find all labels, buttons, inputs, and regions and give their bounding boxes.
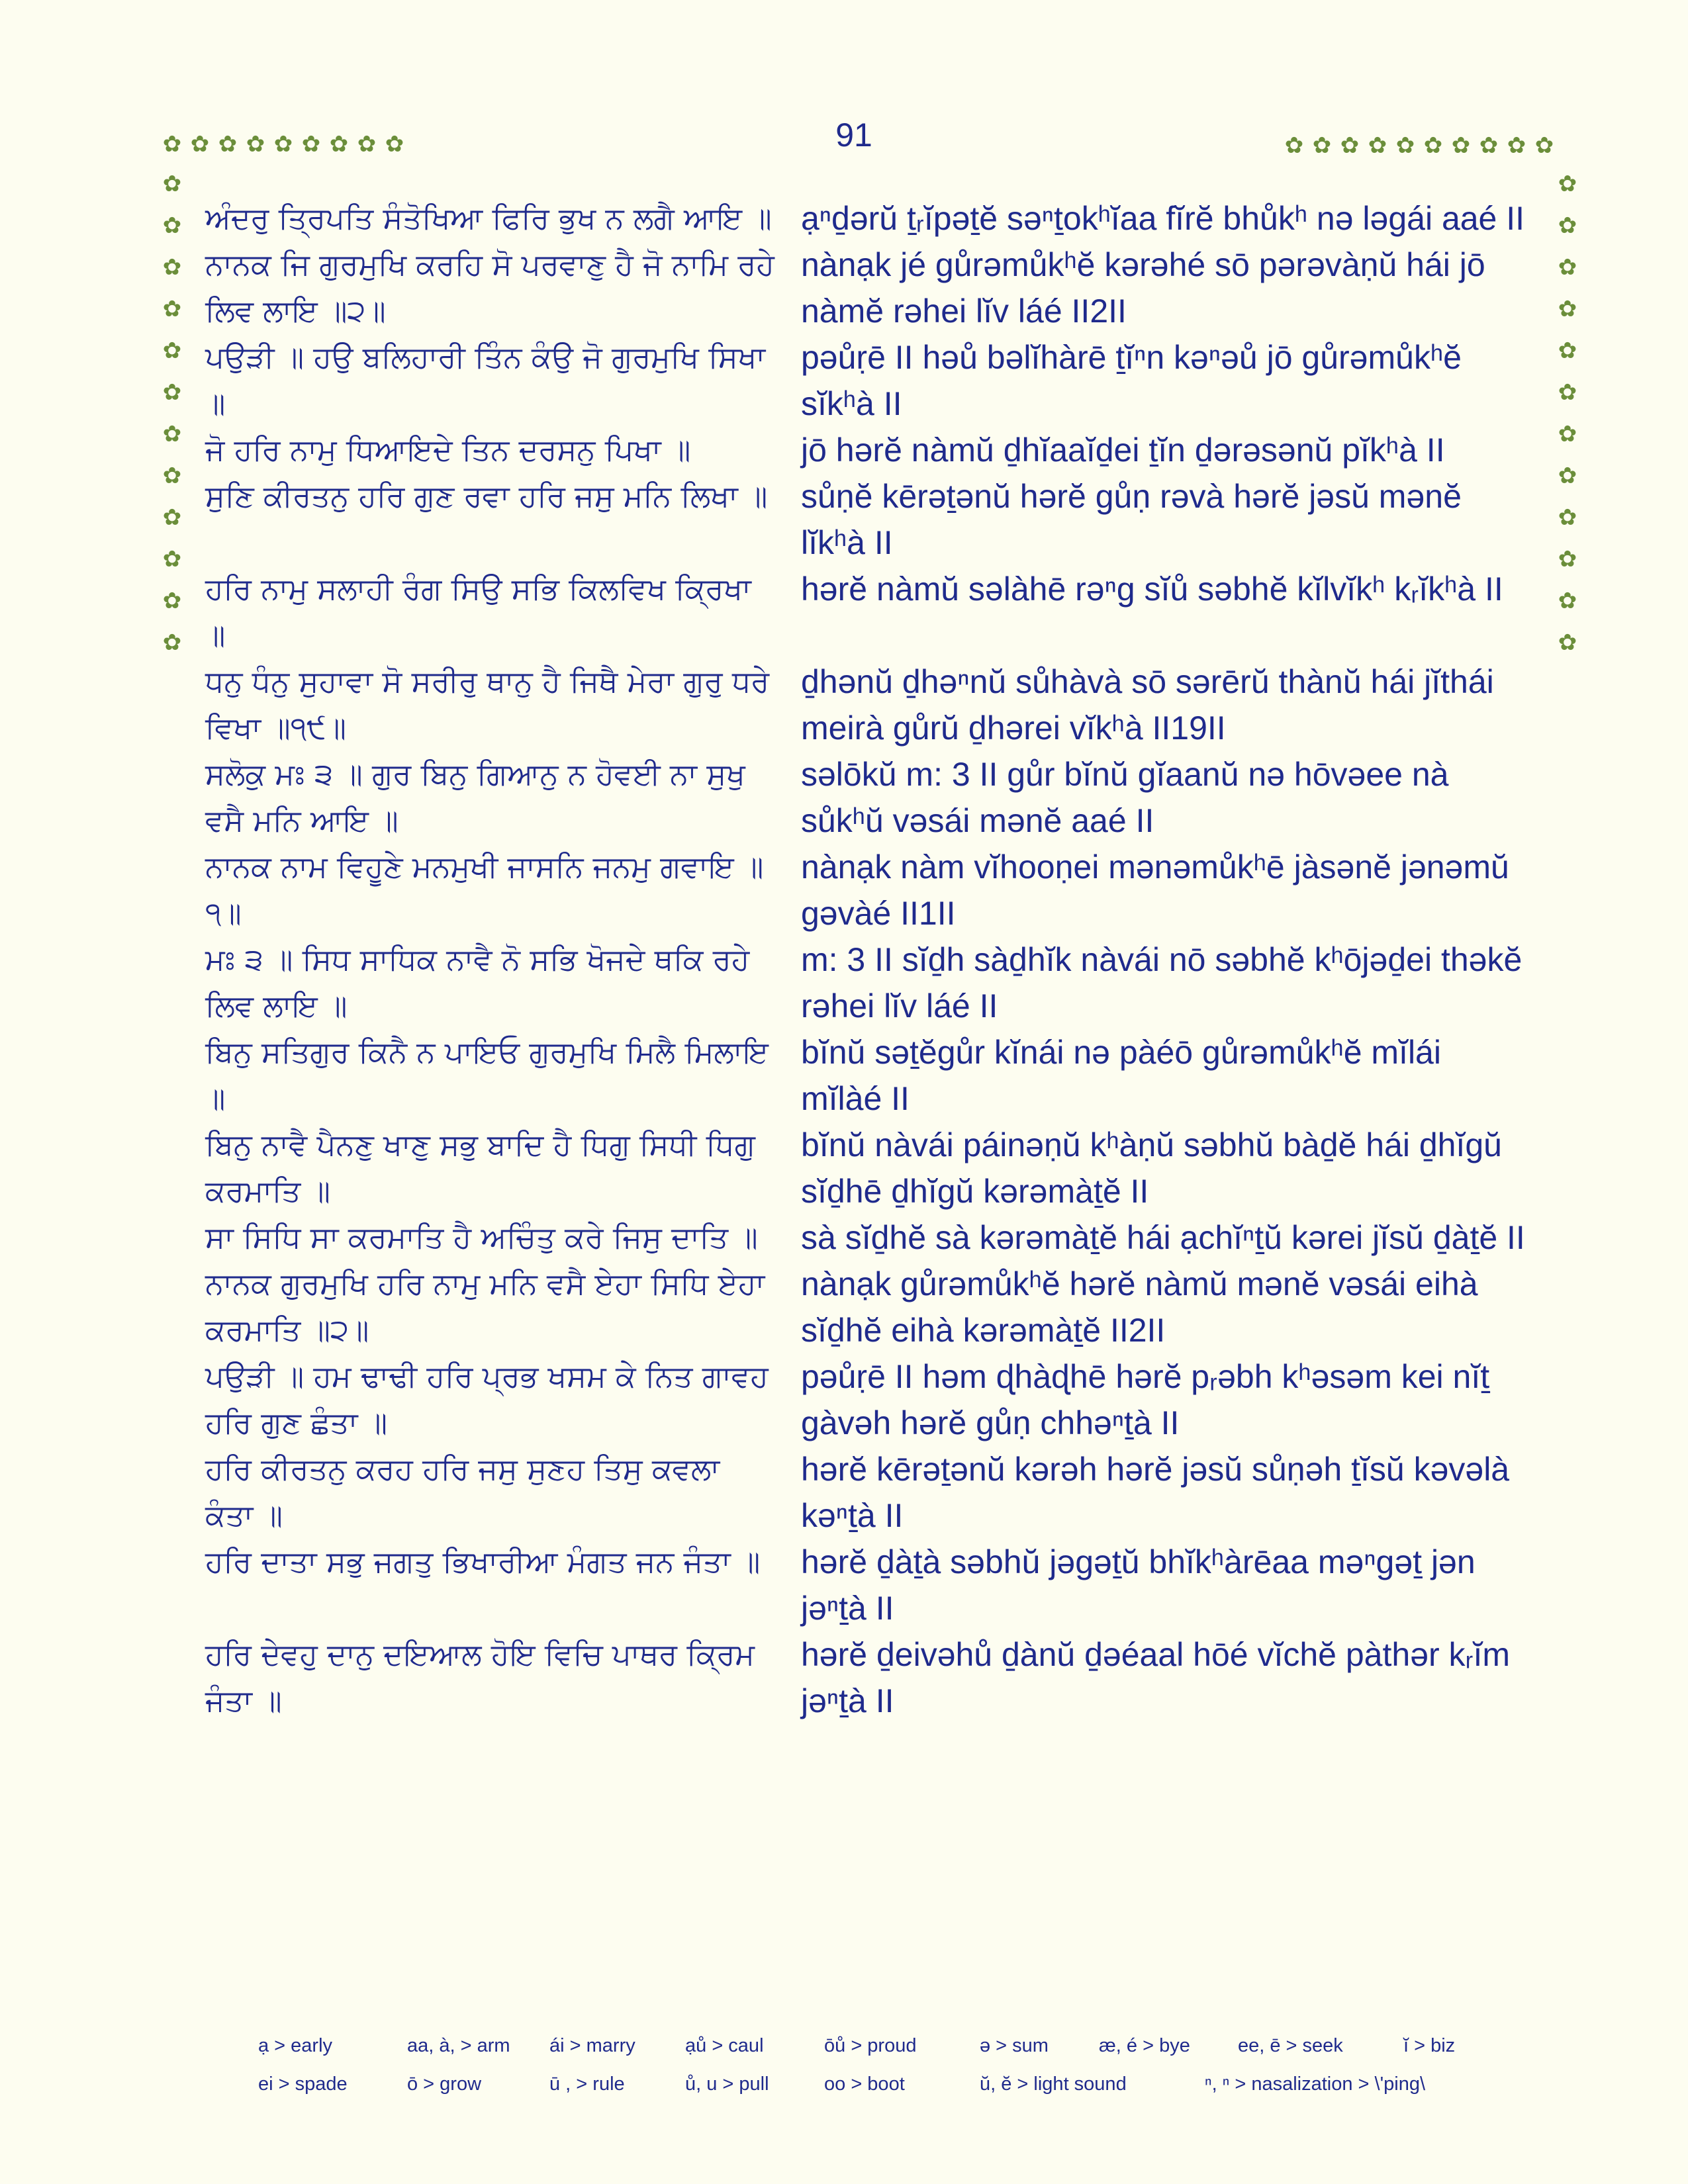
gurmukhi-text: ਨਾਨਕ ਜਿ ਗੁਰਮੁਖਿ ਕਰਹਿ ਸੋ ਪਰਵਾਣੁ ਹੈ ਜੋ ਨਾਮਿ ਰਹੇ ਲਿਵ ਲਾਇ ॥੨॥ <box>205 247 774 328</box>
transliteration-text: hərĕ kērəṯənŭ kərəh hərĕ jəsŭ sůṇəh ṯĭsŭ kəvəlà kəⁿṯà II <box>801 1451 1510 1534</box>
flower-icon: ✿ <box>162 588 182 614</box>
flower-icon: ✿ <box>1558 546 1577 572</box>
top-left-flower-border <box>162 131 412 158</box>
gurmukhi-text: ਪਉੜੀ ॥ ਹਮ ਢਾਢੀ ਹਰਿ ਪ੍ਰਭ ਖਸਮ ਕੇ ਨਿਤ ਗਾਵਹ ਹਰਿ ਗੁਣ ਛੰਤਾ ॥ <box>205 1359 769 1440</box>
gurmukhi-text: ਬਿਨੁ ਸਤਿਗੁਰ ਕਿਨੈ ਨ ਪਾਇਓ ਗੁਰਮੁਖਿ ਮਿਲੈ ਮਿਲਾਇ ॥ <box>205 1034 769 1116</box>
verse-row <box>205 1446 1529 1539</box>
flower-icon: ✿ <box>1340 132 1360 159</box>
legend-item: æ, é > bye <box>1099 2035 1190 2056</box>
flower-icon: ✿ <box>1534 132 1554 159</box>
verse-row <box>205 566 1529 659</box>
flower-icon: ✿ <box>1558 254 1577 281</box>
transliteration-text: pəůṛē II həů bəlĭhàrē ṯĭⁿn kəⁿəů jō gůrəmůkʰĕ sĭkʰà II <box>801 339 1462 422</box>
legend-item: ạů > caul <box>685 2035 764 2056</box>
flower-icon: ✿ <box>162 212 182 239</box>
transliteration-text: nànạk nàm vĭhooṇei mənəmůkʰē jàsənĕ jənəmŭ gəvàé II1II <box>801 848 1509 932</box>
flower-icon: ✿ <box>1558 338 1577 364</box>
verse-row <box>205 751 1529 844</box>
gurmukhi-text: ਮਃ ੩ ॥ ਸਿਧ ਸਾਧਿਕ ਨਾਵੈ ਨੋ ਸਭਿ ਖੋਜਦੇ ਥਕਿ ਰਹੇ ਲਿਵ ਲਾਇ ॥ <box>205 942 750 1023</box>
verse-row <box>205 1631 1529 1724</box>
legend-item: aa, à, > arm <box>407 2035 510 2056</box>
flower-icon: ✿ <box>1312 132 1332 159</box>
legend-item: ə > sum <box>980 2035 1049 2056</box>
gurmukhi-text: ਸਾ ਸਿਧਿ ਸਾ ਕਰਮਾਤਿ ਹੈ ਅਚਿੰਤੁ ਕਰੇ ਜਿਸੁ ਦਾਤਿ ॥ <box>205 1220 758 1255</box>
gurmukhi-text: ਧਨੁ ਧੰਨੁ ਸੁਹਾਵਾ ਸੋ ਸਰੀਰੁ ਥਾਨੁ ਹੈ ਜਿਥੈ ਮੇਰਾ ਗੁਰੁ ਧਰੇ ਵਿਖਾ ॥੧੯॥ <box>205 664 770 745</box>
flower-icon: ✿ <box>162 421 182 447</box>
flower-icon: ✿ <box>1507 132 1526 159</box>
flower-icon: ✿ <box>1558 212 1577 239</box>
flower-icon: ✿ <box>162 296 182 322</box>
legend-item: oo > boot <box>824 2073 905 2095</box>
gurmukhi-text: ਨਾਨਕ ਨਾਮ ਵਿਹੂਣੇ ਮਨਮੁਖੀ ਜਾਸਨਿ ਜਨਮੁ ਗਵਾਇ ॥੧॥ <box>205 849 764 931</box>
legend-item: ái > marry <box>549 2035 635 2056</box>
transliteration-text: nànạk jé gůrəmůkʰĕ kərəhé sō pərəvàṇŭ hái jō nàmĕ rəhei lĭv láé II2II <box>801 246 1485 330</box>
top-right-flower-border <box>1284 132 1562 159</box>
flower-icon: ✿ <box>1395 132 1415 159</box>
transliteration-text: ạⁿḏərŭ ṯᵣĭpəṯĕ səⁿṯokʰĭaa fĭrĕ bhůkʰ nə ləgái aaé II <box>801 200 1525 237</box>
flower-icon: ✿ <box>162 338 182 364</box>
legend-item: ⁿ, ⁿ > nasalization > \'ping\ <box>1205 2073 1426 2095</box>
legend-item: ō > grow <box>407 2073 482 2095</box>
transliteration-text: hərĕ ḏàṯà səbhŭ jəgəṯŭ bhĭkʰàrēaa məⁿgəṯ jən jəⁿṯà II <box>801 1543 1476 1627</box>
verse-row <box>205 473 1529 566</box>
flower-icon: ✿ <box>1479 132 1499 159</box>
flower-icon: ✿ <box>1558 171 1577 197</box>
verse-row <box>205 334 1529 427</box>
page-number: 91 <box>835 116 872 154</box>
verse-row <box>205 1122 1529 1214</box>
legend-item: ee, ē > seek <box>1238 2035 1343 2056</box>
legend-row <box>258 2073 1516 2112</box>
verse-row <box>205 1539 1529 1631</box>
gurmukhi-text: ਪਉੜੀ ॥ ਹਉ ਬਲਿਹਾਰੀ ਤਿੰਨ ਕੰਉ ਜੋ ਗੁਰਮੁਖਿ ਸਿਖਾ ॥ <box>205 340 766 421</box>
verse-row <box>205 844 1529 936</box>
verse-list <box>205 195 1529 1724</box>
flower-icon: ✿ <box>1284 132 1304 159</box>
left-flower-border <box>162 171 182 674</box>
gurmukhi-text: ਹਰਿ ਦਾਤਾ ਸਭੁ ਜਗਤੁ ਭਿਖਾਰੀਆ ਮੰਗਤ ਜਨ ਜੰਤਾ ॥ <box>205 1544 761 1579</box>
verse-row <box>205 659 1529 751</box>
transliteration-text: hərĕ ḏeivəhů ḏànŭ ḏəéaal hōé vĭchĕ pàthər kᵣĭm jəⁿṯà II <box>801 1636 1511 1719</box>
verse-row <box>205 936 1529 1029</box>
gurmukhi-text: ਹਰਿ ਕੀਰਤਨੁ ਕਰਹ ਹਰਿ ਜਸੁ ਸੁਣਹ ਤਿਸੁ ਕਵਲਾ ਕੰਤਾ ॥ <box>205 1451 720 1533</box>
gurmukhi-text: ਹਰਿ ਦੇਵਹੁ ਦਾਨੁ ਦਇਆਲ ਹੋਇ ਵਿਚਿ ਪਾਥਰ ਕ੍ਰਿਮ ਜੰਤਾ ॥ <box>205 1637 755 1718</box>
flower-icon: ✿ <box>1558 463 1577 489</box>
legend-item: ạ > early <box>258 2035 333 2056</box>
flower-icon: ✿ <box>246 131 265 158</box>
gurmukhi-text: ਬਿਨੁ ਨਾਵੈ ਪੈਨਣੁ ਖਾਣੁ ਸਭੁ ਬਾਦਿ ਹੈ ਧਿਗੁ ਸਿਧੀ ਧਿਗੁ ਕਰਮਾਤਿ ॥ <box>205 1127 755 1208</box>
gurmukhi-text: ਸਲੋਕੁ ਮਃ ੩ ॥ ਗੁਰ ਬਿਨੁ ਗਿਆਨੁ ਨ ਹੋਵਈ ਨਾ ਸੁਖੁ ਵਸੈ ਮਨਿ ਆਇ ॥ <box>205 756 745 838</box>
legend-item: ů, u > pull <box>685 2073 769 2095</box>
pronunciation-legend <box>258 2035 1516 2112</box>
flower-icon: ✿ <box>1558 379 1577 406</box>
gurmukhi-text: ਜੋ ਹਰਿ ਨਾਮੁ ਧਿਆਇਦੇ ਤਿਨ ਦਰਸਨੁ ਪਿਖਾ ॥ <box>205 432 691 467</box>
transliteration-text: ḏhənŭ ḏhəⁿnŭ sůhàvà sō sərērŭ thànŭ hái jĭthái meirà gůrŭ ḏhərei vĭkʰà II19II <box>801 663 1494 747</box>
flower-icon: ✿ <box>1558 504 1577 531</box>
flower-icon: ✿ <box>273 131 293 158</box>
legend-item: ei > spade <box>258 2073 348 2095</box>
flower-icon: ✿ <box>1558 588 1577 614</box>
gurmukhi-text: ਹਰਿ ਨਾਮੁ ਸਲਾਹੀ ਰੰਗ ਸਿਉ ਸਭਿ ਕਿਲਵਿਖ ਕ੍ਰਿਖਾ ॥ <box>205 571 751 653</box>
verse-row <box>205 1353 1529 1446</box>
verse-row <box>205 195 1529 242</box>
flower-icon: ✿ <box>1423 132 1443 159</box>
flower-icon: ✿ <box>162 171 182 197</box>
legend-item: ū , > rule <box>549 2073 625 2095</box>
transliteration-text: səlōkŭ m: 3 II gůr bĭnŭ gĭaanŭ nə hōvəee nà sůkʰŭ vəsái mənĕ aaé II <box>801 756 1449 839</box>
flower-icon: ✿ <box>162 131 182 158</box>
flower-icon: ✿ <box>329 131 349 158</box>
flower-icon: ✿ <box>1558 421 1577 447</box>
transliteration-text: pəůṛē II həm ɖhàɖhē hərĕ pᵣəbh kʰəsəm kei nĭṯ gàvəh hərĕ gůṇ chhəⁿṯà II <box>801 1358 1490 1441</box>
legend-row <box>258 2035 1516 2073</box>
flower-icon: ✿ <box>301 131 321 158</box>
flower-icon: ✿ <box>162 546 182 572</box>
legend-item: ŭ, ĕ > light sound <box>980 2073 1127 2095</box>
transliteration-text: bĭnŭ səṯĕgůr kĭnái nə pàéō gůrəmůkʰĕ mĭlái mĭlàé II <box>801 1034 1441 1117</box>
verse-row <box>205 1029 1529 1122</box>
gurmukhi-text: ਨਾਨਕ ਗੁਰਮੁਖਿ ਹਰਿ ਨਾਮੁ ਮਨਿ ਵਸੈ ਏਹਾ ਸਿਧਿ ਏਹਾ ਕਰਮਾਤਿ ॥੨॥ <box>205 1266 765 1347</box>
transliteration-text: sà sĭḏhĕ sà kərəmàṯĕ hái ạchĭⁿṯŭ kərei jĭsŭ ḏàṯĕ II <box>801 1219 1525 1256</box>
flower-icon: ✿ <box>162 504 182 531</box>
transliteration-text: m: 3 II sĭḏh sàḏhĭk nàvái nō səbhĕ kʰōjəḏei thəkĕ rəhei lĭv láé II <box>801 941 1523 1024</box>
flower-icon: ✿ <box>218 131 238 158</box>
flower-icon: ✿ <box>162 463 182 489</box>
flower-icon: ✿ <box>162 254 182 281</box>
verse-row <box>205 1261 1529 1353</box>
flower-icon: ✿ <box>1451 132 1471 159</box>
transliteration-text: nànạk gůrəmůkʰĕ hərĕ nàmŭ mənĕ vəsái eihà sĭḏhĕ eihà kərəmàṯĕ II2II <box>801 1265 1478 1349</box>
flower-icon: ✿ <box>190 131 210 158</box>
transliteration-text: hərĕ nàmŭ səlàhē rəⁿg sĭů səbhĕ kĭlvĭkʰ kᵣĭkʰà II <box>801 570 1503 608</box>
verse-row <box>205 427 1529 473</box>
verse-row <box>205 1214 1529 1261</box>
legend-item: ōů > proud <box>824 2035 917 2056</box>
gurmukhi-text: ਅੰਦਰੁ ਤ੍ਰਿਪਤਿ ਸੰਤੋਖਿਆ ਫਿਰਿ ਭੁਖ ਨ ਲਗੈ ਆਇ ॥ <box>205 201 772 236</box>
flower-icon: ✿ <box>162 379 182 406</box>
flower-icon: ✿ <box>162 629 182 656</box>
flower-icon: ✿ <box>357 131 377 158</box>
verse-row <box>205 242 1529 334</box>
flower-icon: ✿ <box>1558 296 1577 322</box>
transliteration-text: sůṇĕ kērəṯənŭ hərĕ gůṇ rəvà hərĕ jəsŭ mənĕ lĭkʰà II <box>801 478 1462 561</box>
flower-icon: ✿ <box>1368 132 1387 159</box>
flower-icon: ✿ <box>385 131 404 158</box>
legend-item: ĭ > biz <box>1403 2035 1456 2056</box>
gurmukhi-text: ਸੁਣਿ ਕੀਰਤਨੁ ਹਰਿ ਗੁਣ ਰਵਾ ਹਰਿ ਜਸੁ ਮਨਿ ਲਿਖਾ ॥ <box>205 478 768 514</box>
right-flower-border <box>1558 171 1577 674</box>
transliteration-text: jō hərĕ nàmŭ ḏhĭaaĭḏei ṯĭn ḏərəsənŭ pĭkʰà II <box>801 432 1445 469</box>
transliteration-text: bĭnŭ nàvái páinəṇŭ kʰàṇŭ səbhŭ bàḏĕ hái ḏhĭgŭ sĭḏhē ḏhĭgŭ kərəmàṯĕ II <box>801 1126 1502 1210</box>
flower-icon: ✿ <box>1558 629 1577 656</box>
